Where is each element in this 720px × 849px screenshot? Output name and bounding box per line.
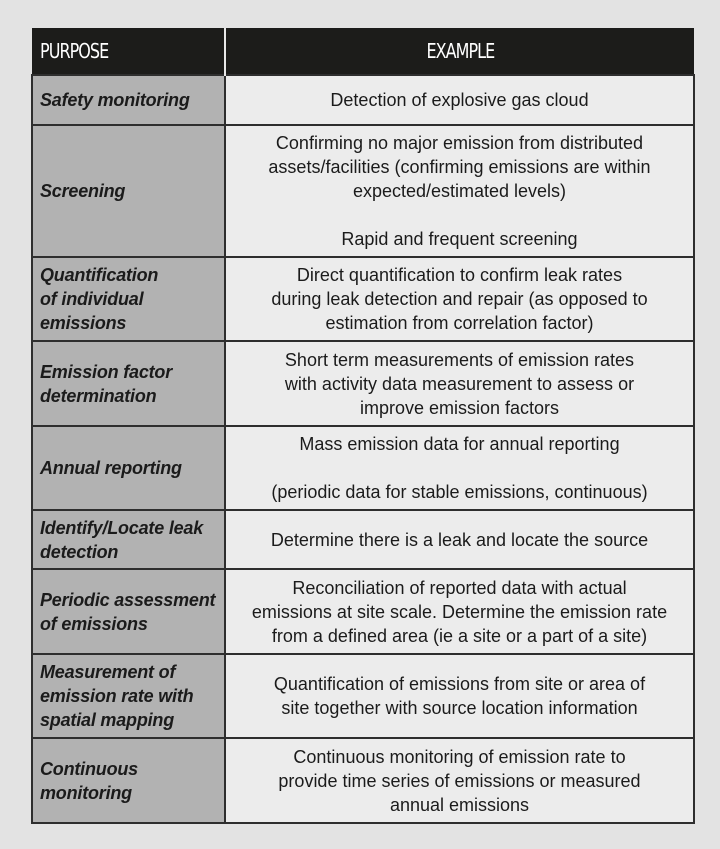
example-line: annual emissions (389, 794, 530, 815)
example-line: improve emission factors (359, 397, 560, 418)
table-row (32, 75, 694, 125)
example-line: Mass emission data for annual reporting (299, 434, 620, 454)
example-line: during leak detection and repair (as opposed to (271, 289, 648, 309)
example-cell (225, 257, 694, 341)
purpose-cell (32, 257, 225, 341)
example-line: emissions at site scale. Determine the emission rate (251, 601, 668, 622)
example-line: from a defined area (ie a site or a part of a site) (271, 625, 648, 646)
example-line: Direct quantification to confirm leak rates (296, 265, 623, 285)
purpose-text: Measurement of emission rate with spatial mapping (40, 662, 194, 730)
example-line: with activity data measurement to assess or (284, 373, 635, 394)
purpose-text: Quantification of individual emissions (40, 265, 159, 333)
example-cell (225, 75, 694, 125)
example-line: (periodic data for stable emissions, continuous) (271, 482, 648, 502)
example-line: Confirming no major emission from distributed (275, 133, 644, 153)
example-line: site together with source location information (281, 698, 638, 718)
purpose-text: Screening (40, 181, 126, 201)
example-line: Detection of explosive gas cloud (330, 90, 589, 110)
example-line (226, 203, 693, 227)
purpose-cell (32, 738, 225, 823)
table-header-row (32, 28, 694, 75)
example-line (226, 456, 693, 480)
purpose-text: Annual reporting (40, 458, 182, 478)
example-cell (225, 738, 694, 823)
purpose-text: Continuous monitoring (40, 758, 138, 803)
table-row (32, 257, 694, 341)
purpose-cell (32, 341, 225, 426)
table-row (32, 654, 694, 738)
purpose-cell (32, 569, 225, 654)
purpose-example-table (31, 28, 695, 824)
header-purpose-label: PURPOSE (40, 39, 109, 63)
purpose-cell (32, 654, 225, 738)
example-line: Quantification of emissions from site or area of (273, 674, 646, 694)
table-row (32, 125, 694, 257)
example-line: expected/estimated levels) (352, 181, 567, 201)
example-cell (225, 426, 694, 510)
header-example (225, 28, 694, 75)
table-row (32, 569, 694, 654)
example-line: Continuous monitoring of emission rate to (293, 746, 626, 767)
example-line: provide time series of emissions or measured (278, 770, 641, 791)
table-row (32, 738, 694, 823)
header-purpose (32, 28, 225, 75)
example-cell (225, 654, 694, 738)
purpose-cell (32, 125, 225, 257)
header-example-label: EXAMPLE (426, 39, 494, 63)
table-row (32, 510, 694, 569)
example-line: Determine there is a leak and locate the source (270, 529, 649, 550)
example-line: Short term measurements of emission rates (284, 349, 635, 370)
example-cell (225, 341, 694, 426)
purpose-cell (32, 426, 225, 510)
purpose-cell (32, 75, 225, 125)
purpose-text: Safety monitoring (40, 90, 190, 110)
example-line: assets/facilities (confirming emissions are within (268, 157, 651, 177)
table-row (32, 426, 694, 510)
purpose-text: Identify/Locate leak detection (40, 517, 204, 562)
purpose-text: Periodic assessment of emissions (40, 589, 216, 634)
table-row (32, 341, 694, 426)
purpose-text: Emission factor determination (40, 361, 173, 406)
example-cell (225, 125, 694, 257)
purpose-cell (32, 510, 225, 569)
example-line: Rapid and frequent screening (341, 229, 578, 249)
example-line: Reconciliation of reported data with actual (292, 577, 627, 598)
example-cell (225, 510, 694, 569)
example-cell (225, 569, 694, 654)
example-line: estimation from correlation factor) (325, 313, 594, 333)
